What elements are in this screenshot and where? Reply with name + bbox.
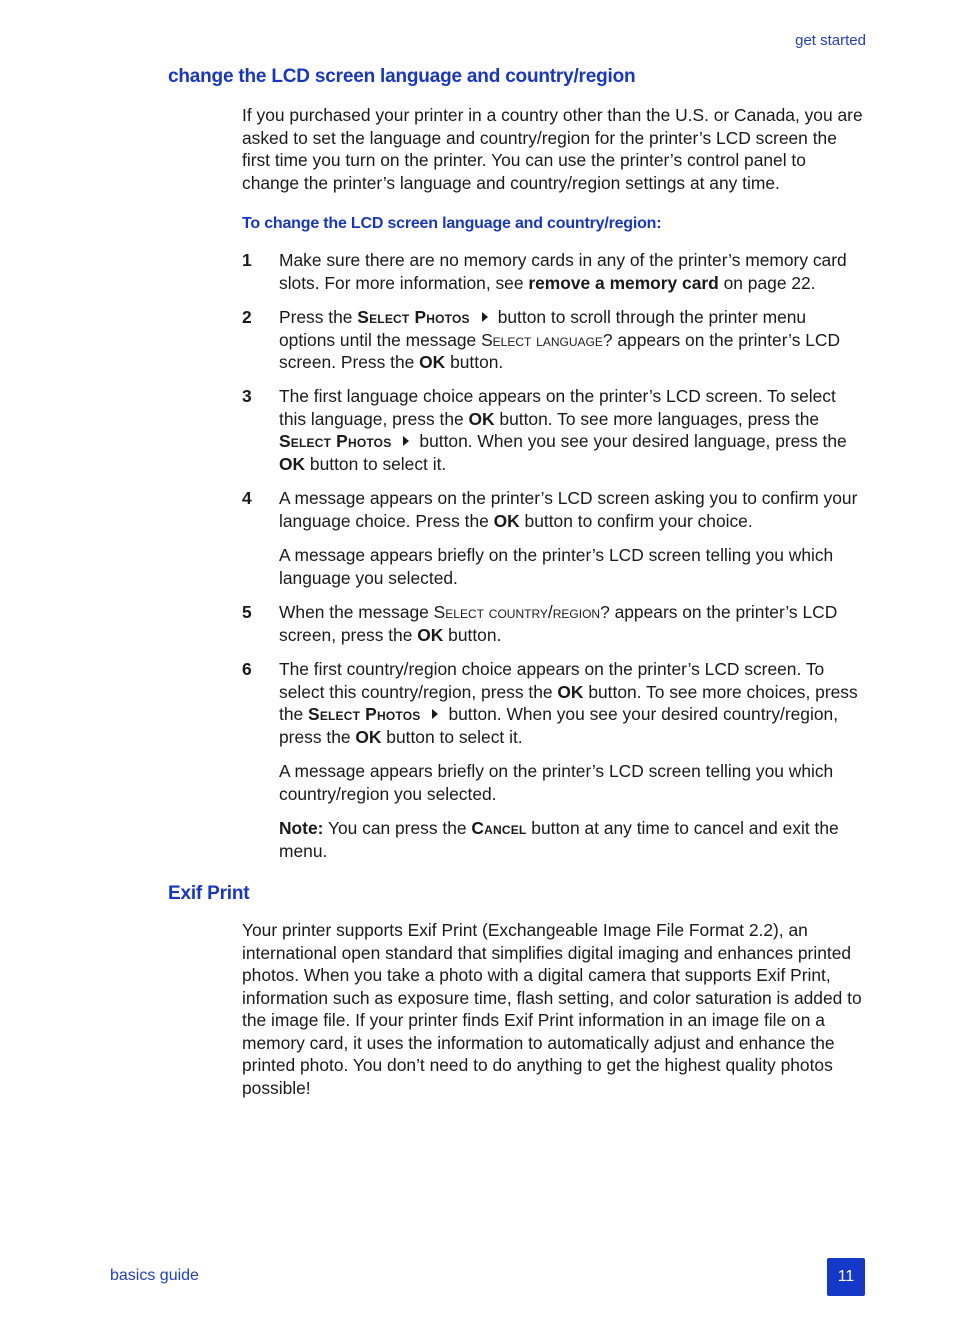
note-text: You can press the <box>323 818 472 838</box>
select-photos-button-label: Select Photos <box>279 431 392 451</box>
ok-button-label: OK <box>468 408 495 429</box>
link-remove-memory-card: remove a memory card <box>528 272 719 293</box>
page-number: 11 <box>827 1258 865 1296</box>
note-label: Note: <box>279 818 324 838</box>
procedure-heading: To change the LCD screen language and country/region: <box>242 215 662 232</box>
step-2 <box>242 306 864 374</box>
cancel-button-label: Cancel <box>471 818 527 838</box>
lcd-message: Select country/region <box>433 602 601 622</box>
step-text: A message appears on the printer’s LCD screen asking you to confirm your language choice. Press the <box>279 488 858 531</box>
exif-paragraph: Your printer supports Exif Print (Exchangeable Image File Format 2.2), an international open standard that simplifies digital imaging and enhances printed photos. When you take a photo with a digital camera that supports Exif Print, information such as exposure time, flash setting, and color saturation is added to the image file. If your printer finds Exif Print information in an image file on a memory card, it uses the information to automatically adjust and enhance the printed photo. You don’t need to do anything to get the highest quality photos possible! <box>242 920 862 1098</box>
section-heading-exif: Exif Print <box>168 883 250 904</box>
step-4-followup: A message appears briefly on the printer’s LCD screen telling you which language you selected. <box>279 545 834 588</box>
right-arrow-icon <box>482 312 488 322</box>
step-5 <box>242 601 864 646</box>
ok-button-label: OK <box>417 624 444 645</box>
step-text: button. <box>443 624 502 645</box>
lcd-message: Select language <box>481 329 603 350</box>
step-number: 6 <box>242 659 252 679</box>
step-text: button to select it. <box>305 453 447 474</box>
step-4 <box>242 487 864 532</box>
step-text: ? appears on the printer’s LCD screen, press the <box>279 602 838 645</box>
step-text: Press the <box>279 307 358 327</box>
right-arrow-icon <box>432 709 438 719</box>
note-text: button at any time to cancel and exit the menu. <box>279 818 839 861</box>
step-text: The first country/region choice appears on the printer’s LCD screen. To select this country/region, press the <box>279 659 825 702</box>
step-text: button. When you see your desired language, press the <box>419 431 847 451</box>
step-3 <box>242 385 864 475</box>
step-text: button. When you see your desired country/region, press the <box>279 704 839 747</box>
step-1 <box>242 249 864 294</box>
step-number: 3 <box>242 386 252 406</box>
section-heading-language: change the LCD screen language and country/region <box>168 66 636 87</box>
select-photos-button-label: Select Photos <box>357 307 470 327</box>
intro-paragraph: If you purchased your printer in a country other than the U.S. or Canada, you are asked to set the language and country/region for the printer’s LCD screen the first time you turn on the printer. You can use the printer’s control panel to change the printer’s language and country/region settings at any time. <box>242 105 863 193</box>
step-text: button. <box>445 352 504 372</box>
step-text: button to select it. <box>381 726 523 747</box>
ok-button-label: OK <box>279 453 306 474</box>
step-number: 5 <box>242 602 252 622</box>
step-text: button to scroll through the printer menu options until the message <box>279 307 807 350</box>
step-number: 4 <box>242 488 252 508</box>
step-text: button. To see more choices, press the <box>279 681 858 724</box>
step-text: button to confirm your choice. <box>519 510 753 531</box>
step-text: on page 22. <box>718 272 816 293</box>
ok-button-label: OK <box>493 510 520 531</box>
select-photos-button-label: Select Photos <box>308 704 421 724</box>
step-text: ? appears on the printer’s LCD screen. Press the <box>279 329 841 372</box>
step-number: 2 <box>242 307 252 327</box>
ok-button-label: OK <box>557 681 584 702</box>
header-section-label: get started <box>795 32 866 49</box>
step-6-followup: A message appears briefly on the printer’s LCD screen telling you which country/region you selected. <box>279 761 834 804</box>
step-text: When the message <box>279 602 434 622</box>
ok-button-label: OK <box>419 352 446 372</box>
step-text: button. To see more languages, press the <box>494 408 820 429</box>
step-text: The first language choice appears on the printer’s LCD screen. To select this language, press the <box>279 386 836 429</box>
step-number: 1 <box>242 250 252 270</box>
note <box>279 817 864 862</box>
step-6 <box>242 658 864 748</box>
step-text: Make sure there are no memory cards in any of the printer’s memory card slots. For more information, see <box>279 250 847 293</box>
footer-guide-label: basics guide <box>110 1267 199 1284</box>
right-arrow-icon <box>403 436 409 446</box>
ok-button-label: OK <box>355 726 382 747</box>
